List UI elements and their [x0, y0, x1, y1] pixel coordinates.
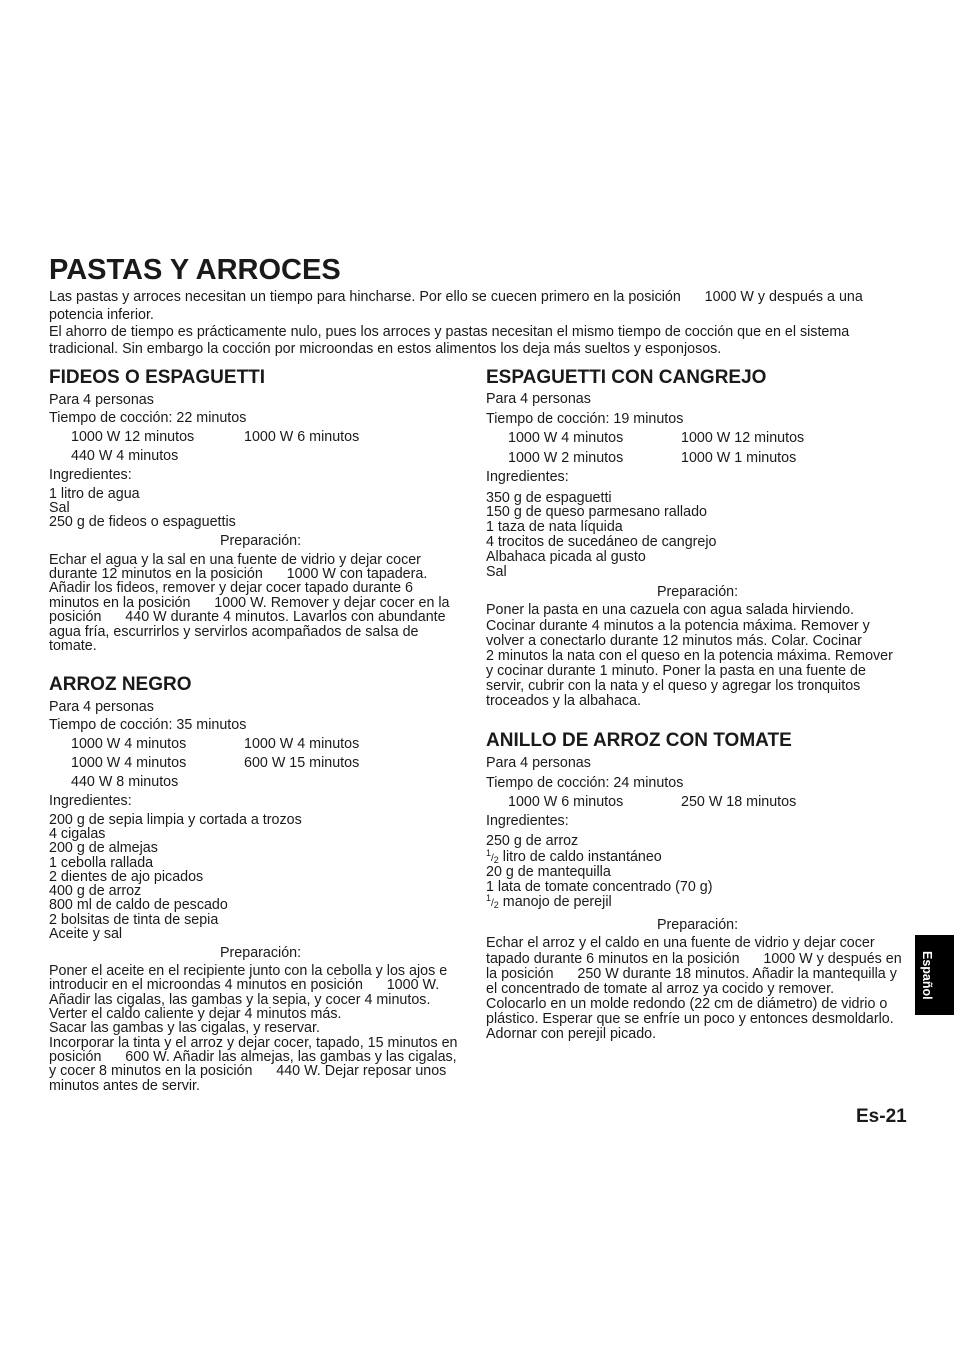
- preparation-line: servir, cubrir con la nata y el queso y agregar los tronquitos: [486, 678, 861, 695]
- power-step: 1000 W 6 minutos: [508, 793, 624, 810]
- list-item: [486, 895, 713, 910]
- preparation-line: Incorporar la tinta y el arroz y dejar cocer, tapado, 15 minutos en: [49, 1034, 458, 1051]
- preparation-line: Añadir los fideos, remover y dejar cocer tapado durante 6: [49, 580, 413, 597]
- recipe-info-arroz-negro: [49, 698, 359, 811]
- cooking-time: Tiempo de cocción: 35 minutos: [49, 717, 247, 734]
- servings: Para 4 personas: [49, 698, 154, 715]
- preparation-text-espaguetti-cangrejo: [486, 603, 893, 709]
- power-steps-row: [49, 735, 359, 754]
- fraction-numerator: 1: [486, 847, 492, 858]
- power-step: 440 W 4 minutos: [71, 447, 179, 464]
- recipe-info-espaguetti-cangrejo: [486, 390, 804, 488]
- list-item: Sal: [486, 563, 507, 580]
- page-title: PASTAS Y ARROCES: [49, 254, 341, 286]
- preparation-line: tapado durante 6 minutos en la posición 1000 W y después en: [486, 950, 902, 967]
- preparation-line: Colocarlo en un molde redondo (22 cm de diámetro) de vidrio o: [486, 996, 888, 1013]
- language-tab-label: Español: [920, 950, 934, 1000]
- cooking-time: Tiempo de cocción: 19 minutos: [486, 410, 684, 427]
- preparation-line: tomate.: [49, 637, 97, 654]
- power-steps-row: [486, 449, 804, 469]
- power-step: 1000 W 12 minutos: [71, 429, 195, 446]
- list-item: 2 bolsitas de tinta de sepia: [49, 911, 219, 928]
- preparation-label-espaguetti-cangrejo: [486, 583, 738, 601]
- preparation-label: Preparación:: [657, 917, 739, 933]
- preparation-line: volver a conectarlo durante 12 minutos más. Colar. Cocinar: [486, 632, 862, 649]
- list-item: Albahaca picada al gusto: [486, 548, 646, 565]
- preparation-label: Preparación:: [220, 945, 302, 961]
- recipe-heading-espaguetti-cangrejo: ESPAGUETTI CON CANGREJO: [486, 367, 767, 388]
- preparation-line: minutos en la posición 1000 W. Remover y dejar cocer en la: [49, 594, 450, 611]
- ingredients-list-arroz-negro: [49, 813, 302, 941]
- preparation-line: troceados y la albahaca.: [486, 693, 641, 710]
- power-step: 1000 W 6 minutos: [244, 429, 360, 446]
- preparation-line: la posición 250 W durante 18 minutos. Añadir la mantequilla y: [486, 965, 897, 982]
- preparation-label: Preparación:: [220, 533, 302, 549]
- preparation-line: Poner el aceite en el recipiente junto con la cebolla y los ajos e: [49, 962, 448, 979]
- cooking-time: Tiempo de cocción: 22 minutos: [49, 410, 247, 427]
- preparation-line: posición 440 W durante 4 minutos. Lavarlos con abundante: [49, 609, 446, 626]
- servings: Para 4 personas: [49, 391, 154, 408]
- preparation-text-anillo-arroz: [486, 936, 902, 1042]
- preparation-line: Verter el caldo caliente y dejar 4 minutos más.: [49, 1005, 342, 1022]
- power-step: 1000 W 4 minutos: [71, 754, 187, 771]
- list-item: 1 litro de agua: [49, 485, 140, 502]
- preparation-line: durante 12 minutos en la posición 1000 W con tapadera.: [49, 566, 428, 583]
- recipe-heading-arroz-negro: ARROZ NEGRO: [49, 674, 192, 695]
- list-item: 4 cigalas: [49, 826, 106, 843]
- list-item-text: manojo de perejil: [498, 894, 612, 911]
- list-item: 200 g de almejas: [49, 840, 158, 857]
- preparation-line: minutos antes de servir.: [49, 1077, 200, 1094]
- recipe-heading-fideos: FIDEOS O ESPAGUETTI: [49, 367, 266, 388]
- preparation-line: agua fría, escurrirlos y servirlos acompañados de salsa de: [49, 623, 419, 640]
- intro-line: Las pastas y arroces necesitan un tiempo para hincharse. Por ello se cuecen primero en la posición 1000 W y después a una: [49, 289, 863, 306]
- power-step: 1000 W 4 minutos: [508, 430, 624, 447]
- power-step: 1000 W 2 minutos: [508, 449, 624, 466]
- preparation-line: el concentrado de tomate al arroz ya cocido y remover.: [486, 980, 835, 997]
- power-steps-row: [49, 773, 359, 792]
- ingredients-label: Ingredientes:: [486, 469, 569, 486]
- list-item: 150 g de queso parmesano rallado: [486, 504, 707, 521]
- list-item: 400 g de arroz: [49, 883, 142, 900]
- ingredients-list-fideos: [49, 487, 236, 530]
- ingredients-label: Ingredientes:: [49, 466, 132, 483]
- list-item-text: litro de caldo instantáneo: [498, 848, 662, 865]
- preparation-text-arroz-negro: [49, 964, 457, 1093]
- list-item: 2 dientes de ajo picados: [49, 868, 204, 885]
- power-step: 1000 W 12 minutos: [681, 430, 805, 447]
- servings: Para 4 personas: [486, 391, 591, 408]
- power-steps-row: [49, 754, 359, 773]
- preparation-line: Cocinar durante 4 minutos a la potencia máxima. Remover y: [486, 617, 870, 634]
- preparation-line: posición 600 W. Añadir las almejas, las gambas y las cigalas,: [49, 1049, 457, 1066]
- power-steps-row: [49, 428, 359, 447]
- list-item: Sal: [49, 500, 70, 517]
- list-item: 1 lata de tomate concentrado (70 g): [486, 879, 713, 896]
- servings: Para 4 personas: [486, 755, 591, 772]
- power-steps-row: [486, 793, 796, 812]
- preparation-line: Echar el arroz y el caldo en una fuente de vidrio y dejar cocer: [486, 935, 875, 952]
- preparation-line: Sacar las gambas y las cigalas, y reservar.: [49, 1020, 320, 1037]
- preparation-line: Añadir las cigalas, las gambas y la sepia, y cocer 4 minutos.: [49, 991, 431, 1008]
- recipe-info-anillo-arroz: [486, 754, 796, 831]
- preparation-line: y cocinar durante 1 minuto. Poner la pasta en una fuente de: [486, 663, 866, 680]
- list-item: 1 taza de nata líquida: [486, 519, 623, 536]
- preparation-line: introducir en el microondas 4 minutos en posición 1000 W.: [49, 977, 440, 994]
- ingredients-label: Ingredientes:: [49, 792, 132, 809]
- power-step: 1000 W 4 minutos: [244, 736, 360, 753]
- power-steps-row: [486, 429, 804, 449]
- preparation-line: 2 minutos la nata con el queso en la potencia máxima. Remover: [486, 647, 893, 664]
- fraction-numerator: 1: [486, 893, 492, 904]
- preparation-line: Poner la pasta en una cazuela con agua salada hirviendo.: [486, 602, 855, 619]
- language-side-tab: [915, 935, 954, 1015]
- list-item: 4 trocitos de sucedáneo de cangrejo: [486, 533, 717, 550]
- list-item: Aceite y sal: [49, 925, 123, 942]
- power-steps-row: [49, 447, 359, 466]
- list-item: 250 g de fideos o espaguettis: [49, 514, 236, 531]
- ingredients-label: Ingredientes:: [486, 813, 569, 830]
- power-step: 1000 W 1 minutos: [681, 449, 797, 466]
- list-item: 200 g de sepia limpia y cortada a trozos: [49, 811, 302, 828]
- recipe-info-fideos: [49, 391, 359, 485]
- list-item: 350 g de espaguetti: [486, 489, 612, 506]
- page-number: Es-21: [856, 1106, 907, 1127]
- preparation-line: Echar el agua y la sal en una fuente de vidrio y dejar cocer: [49, 551, 421, 568]
- intro-line: tradicional. Sin embargo la cocción por microondas en estos alimentos los deja más sueltos y esponjosos.: [49, 341, 722, 358]
- list-item: 800 ml de caldo de pescado: [49, 897, 228, 914]
- fraction-slash: /: [491, 898, 494, 910]
- power-step: 250 W 18 minutos: [681, 793, 797, 810]
- fraction-slash: /: [491, 852, 494, 864]
- list-item: 1 cebolla rallada: [49, 854, 154, 871]
- preparation-label-arroz-negro: [49, 944, 301, 962]
- list-item: 20 g de mantequilla: [486, 863, 611, 880]
- preparation-label-fideos: [49, 532, 301, 550]
- list-item: [486, 847, 713, 865]
- fraction-denominator: 2: [493, 854, 499, 865]
- power-step: 600 W 15 minutos: [244, 754, 360, 771]
- ingredients-list-espaguetti-cangrejo: [486, 491, 717, 580]
- cooking-time: Tiempo de cocción: 24 minutos: [486, 774, 684, 791]
- power-step: 1000 W 4 minutos: [71, 736, 187, 753]
- preparation-text-fideos: [49, 553, 450, 653]
- preparation-label-anillo-arroz: [486, 916, 738, 934]
- preparation-line: y cocer 8 minutos en la posición 440 W. Dejar reposar unos: [49, 1063, 447, 1080]
- recipe-heading-anillo-arroz: ANILLO DE ARROZ CON TOMATE: [486, 730, 792, 751]
- list-item: 250 g de arroz: [486, 833, 579, 850]
- power-step: 440 W 8 minutos: [71, 773, 179, 790]
- fraction-denominator: 2: [493, 900, 499, 911]
- preparation-line: plástico. Esperar que se enfríe un poco y entonces desmoldarlo.: [486, 1011, 894, 1028]
- preparation-label: Preparación:: [657, 584, 739, 600]
- ingredients-list-anillo-arroz: [486, 834, 713, 910]
- intro-line: El ahorro de tiempo es prácticamente nulo, pues los arroces y pastas necesitan el mismo tiempo de cocción que en el sistema: [49, 323, 850, 340]
- intro-paragraph: [49, 289, 863, 358]
- intro-line: potencia inferior.: [49, 306, 154, 323]
- preparation-line: Adornar con perejil picado.: [486, 1026, 657, 1043]
